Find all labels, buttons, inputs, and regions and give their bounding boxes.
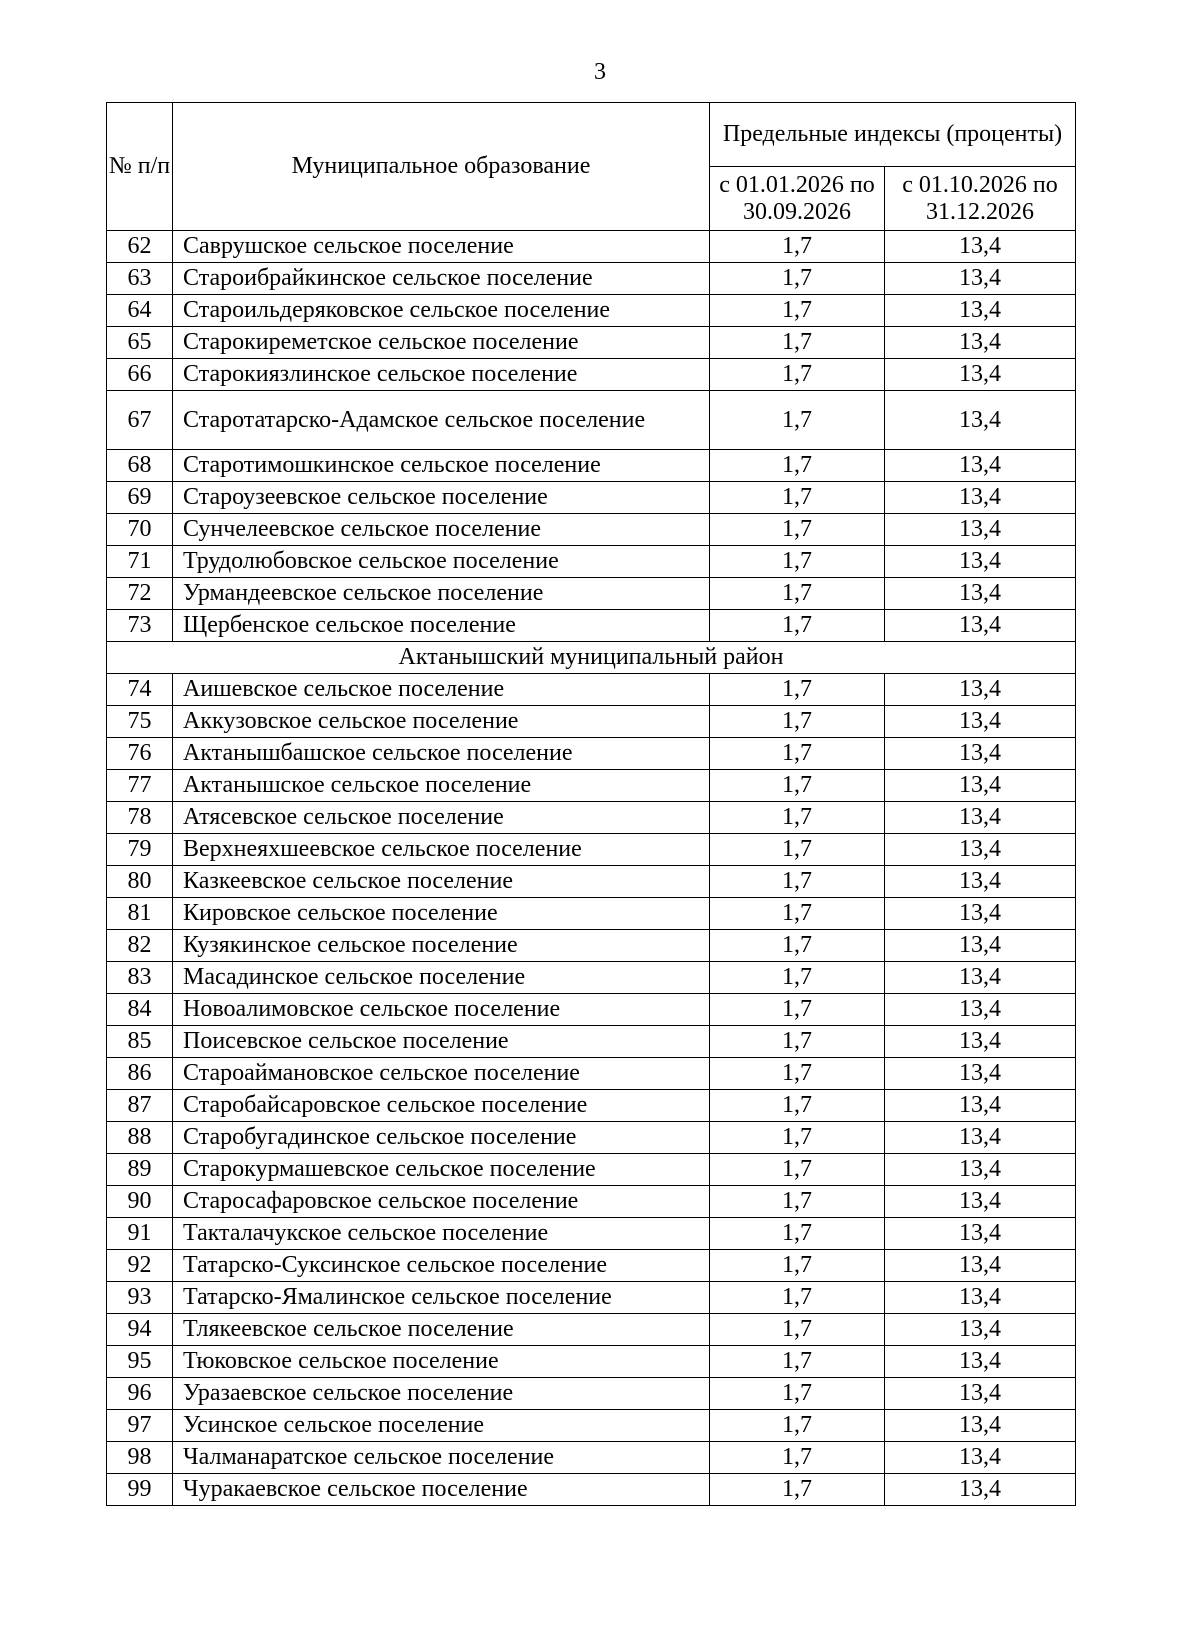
table-row: [107, 674, 1076, 706]
row-number: 88: [107, 1122, 173, 1154]
table-row: [107, 1186, 1076, 1218]
municipality-name: Уразаевское сельское поселение: [173, 1378, 710, 1410]
index-period-1: 1,7: [710, 610, 885, 642]
table-row: [107, 1090, 1076, 1122]
table-row: [107, 610, 1076, 642]
index-period-1: 1,7: [710, 994, 885, 1026]
indices-table: [106, 102, 1076, 1506]
index-period-2: 13,4: [885, 706, 1076, 738]
municipality-name: Усинское сельское поселение: [173, 1410, 710, 1442]
header-num: № п/п: [107, 103, 173, 231]
index-period-1: 1,7: [710, 1218, 885, 1250]
table-row: [107, 1442, 1076, 1474]
municipality-name: Урмандеевское сельское поселение: [173, 578, 710, 610]
municipality-name: Поисевское сельское поселение: [173, 1026, 710, 1058]
table-row: [107, 994, 1076, 1026]
index-period-2: 13,4: [885, 450, 1076, 482]
table-row: [107, 834, 1076, 866]
table-row: [107, 802, 1076, 834]
row-number: 72: [107, 578, 173, 610]
index-period-1: 1,7: [710, 706, 885, 738]
index-period-1: 1,7: [710, 930, 885, 962]
table-row: [107, 1250, 1076, 1282]
row-number: 71: [107, 546, 173, 578]
index-period-2: 13,4: [885, 1346, 1076, 1378]
table-row: [107, 962, 1076, 994]
municipality-name: Аккузовское сельское поселение: [173, 706, 710, 738]
index-period-2: 13,4: [885, 359, 1076, 391]
index-period-2: 13,4: [885, 391, 1076, 450]
table-row: [107, 514, 1076, 546]
row-number: 64: [107, 295, 173, 327]
index-period-1: 1,7: [710, 1090, 885, 1122]
municipality-name: Староаймановское сельское поселение: [173, 1058, 710, 1090]
table-row: [107, 263, 1076, 295]
index-period-1: 1,7: [710, 482, 885, 514]
table-body-part2: [107, 674, 1076, 1506]
index-period-1: 1,7: [710, 866, 885, 898]
index-period-1: 1,7: [710, 1410, 885, 1442]
municipality-name: Актанышское сельское поселение: [173, 770, 710, 802]
table-row: [107, 1154, 1076, 1186]
row-number: 94: [107, 1314, 173, 1346]
row-number: 93: [107, 1282, 173, 1314]
table-row: [107, 930, 1076, 962]
municipality-name: Чуракаевское сельское поселение: [173, 1474, 710, 1506]
table-row: [107, 738, 1076, 770]
municipality-name: Старокиреметское сельское поселение: [173, 327, 710, 359]
index-period-2: 13,4: [885, 263, 1076, 295]
index-period-1: 1,7: [710, 1154, 885, 1186]
table-row: [107, 450, 1076, 482]
index-period-1: 1,7: [710, 802, 885, 834]
table-row: [107, 482, 1076, 514]
municipality-name: Трудолюбовское сельское поселение: [173, 546, 710, 578]
municipality-name: Аишевское сельское поселение: [173, 674, 710, 706]
index-period-1: 1,7: [710, 738, 885, 770]
row-number: 77: [107, 770, 173, 802]
municipality-name: Кировское сельское поселение: [173, 898, 710, 930]
index-period-2: 13,4: [885, 1058, 1076, 1090]
index-period-2: 13,4: [885, 1442, 1076, 1474]
municipality-name: Казкеевское сельское поселение: [173, 866, 710, 898]
index-period-1: 1,7: [710, 1442, 885, 1474]
index-period-1: 1,7: [710, 1474, 885, 1506]
index-period-2: 13,4: [885, 1250, 1076, 1282]
table-row: [107, 1218, 1076, 1250]
index-period-2: 13,4: [885, 1218, 1076, 1250]
index-period-1: 1,7: [710, 295, 885, 327]
row-number: 78: [107, 802, 173, 834]
index-period-1: 1,7: [710, 1346, 885, 1378]
municipality-name: Староузеевское сельское поселение: [173, 482, 710, 514]
table-row: [107, 866, 1076, 898]
index-period-2: 13,4: [885, 898, 1076, 930]
index-period-1: 1,7: [710, 578, 885, 610]
municipality-name: Актанышбашское сельское поселение: [173, 738, 710, 770]
table-row: [107, 1122, 1076, 1154]
municipality-name: Тюковское сельское поселение: [173, 1346, 710, 1378]
index-period-1: 1,7: [710, 391, 885, 450]
index-period-2: 13,4: [885, 327, 1076, 359]
table-row: [107, 1474, 1076, 1506]
section-row: [107, 642, 1076, 674]
row-number: 82: [107, 930, 173, 962]
table-row: [107, 359, 1076, 391]
index-period-2: 13,4: [885, 738, 1076, 770]
index-period-1: 1,7: [710, 1282, 885, 1314]
row-number: 79: [107, 834, 173, 866]
row-number: 83: [107, 962, 173, 994]
row-number: 91: [107, 1218, 173, 1250]
index-period-1: 1,7: [710, 263, 885, 295]
table-row: [107, 327, 1076, 359]
index-period-2: 13,4: [885, 578, 1076, 610]
table-row: [107, 706, 1076, 738]
index-period-2: 13,4: [885, 1090, 1076, 1122]
row-number: 86: [107, 1058, 173, 1090]
municipality-name: Тлякеевское сельское поселение: [173, 1314, 710, 1346]
table-row: [107, 295, 1076, 327]
index-period-1: 1,7: [710, 546, 885, 578]
index-period-2: 13,4: [885, 866, 1076, 898]
index-period-2: 13,4: [885, 994, 1076, 1026]
index-period-2: 13,4: [885, 546, 1076, 578]
index-period-2: 13,4: [885, 1474, 1076, 1506]
municipality-name: Чалманаратское сельское поселение: [173, 1442, 710, 1474]
row-number: 89: [107, 1154, 173, 1186]
index-period-2: 13,4: [885, 1282, 1076, 1314]
table-row: [107, 770, 1076, 802]
row-number: 81: [107, 898, 173, 930]
table-row: [107, 1314, 1076, 1346]
municipality-name: Староильдеряковское сельское поселение: [173, 295, 710, 327]
row-number: 65: [107, 327, 173, 359]
index-period-2: 13,4: [885, 295, 1076, 327]
section-body: [107, 642, 1076, 674]
municipality-name: Масадинское сельское поселение: [173, 962, 710, 994]
municipality-name: Кузякинское сельское поселение: [173, 930, 710, 962]
row-number: 92: [107, 1250, 173, 1282]
row-number: 68: [107, 450, 173, 482]
index-period-1: 1,7: [710, 898, 885, 930]
row-number: 75: [107, 706, 173, 738]
row-number: 90: [107, 1186, 173, 1218]
index-period-1: 1,7: [710, 1026, 885, 1058]
index-period-2: 13,4: [885, 1378, 1076, 1410]
index-period-1: 1,7: [710, 327, 885, 359]
row-number: 67: [107, 391, 173, 450]
municipality-name: Новоалимовское сельское поселение: [173, 994, 710, 1026]
index-period-1: 1,7: [710, 1378, 885, 1410]
index-period-2: 13,4: [885, 1026, 1076, 1058]
index-period-1: 1,7: [710, 1314, 885, 1346]
row-number: 85: [107, 1026, 173, 1058]
table-row: [107, 1346, 1076, 1378]
index-period-2: 13,4: [885, 1314, 1076, 1346]
municipality-name: Сунчелеевское сельское поселение: [173, 514, 710, 546]
index-period-1: 1,7: [710, 514, 885, 546]
index-period-2: 13,4: [885, 1186, 1076, 1218]
index-period-2: 13,4: [885, 231, 1076, 263]
row-number: 87: [107, 1090, 173, 1122]
municipality-name: Щербенское сельское поселение: [173, 610, 710, 642]
row-number: 97: [107, 1410, 173, 1442]
index-period-1: 1,7: [710, 1058, 885, 1090]
index-period-1: 1,7: [710, 834, 885, 866]
page-number: 3: [594, 59, 606, 85]
table-row: [107, 546, 1076, 578]
row-number: 95: [107, 1346, 173, 1378]
row-number: 73: [107, 610, 173, 642]
row-number: 84: [107, 994, 173, 1026]
municipality-name: Старотимошкинское сельское поселение: [173, 450, 710, 482]
municipality-name: Старосафаровское сельское поселение: [173, 1186, 710, 1218]
index-period-2: 13,4: [885, 962, 1076, 994]
row-number: 62: [107, 231, 173, 263]
index-period-1: 1,7: [710, 450, 885, 482]
index-period-2: 13,4: [885, 610, 1076, 642]
municipality-name: Старокиязлинское сельское поселение: [173, 359, 710, 391]
row-number: 66: [107, 359, 173, 391]
table-row: [107, 898, 1076, 930]
table-row: [107, 1410, 1076, 1442]
table-row: [107, 391, 1076, 450]
row-number: 80: [107, 866, 173, 898]
table-row: [107, 1058, 1076, 1090]
row-number: 76: [107, 738, 173, 770]
index-period-2: 13,4: [885, 514, 1076, 546]
table-row: [107, 231, 1076, 263]
row-number: 98: [107, 1442, 173, 1474]
header-limit-indices: Предельные индексы (проценты): [710, 103, 1076, 167]
table-row: [107, 1282, 1076, 1314]
index-period-1: 1,7: [710, 962, 885, 994]
index-period-2: 13,4: [885, 834, 1076, 866]
header-period-1: с 01.01.2026 по 30.09.2026: [710, 167, 885, 231]
municipality-name: Старотатарско-Адамское сельское поселение: [173, 391, 710, 450]
row-number: 96: [107, 1378, 173, 1410]
header-municipality: Муниципальное образование: [173, 103, 710, 231]
index-period-2: 13,4: [885, 674, 1076, 706]
municipality-name: Верхнеяхшеевское сельское поселение: [173, 834, 710, 866]
index-period-2: 13,4: [885, 802, 1076, 834]
municipality-name: Старобугадинское сельское поселение: [173, 1122, 710, 1154]
index-period-1: 1,7: [710, 770, 885, 802]
index-period-2: 13,4: [885, 1122, 1076, 1154]
row-number: 69: [107, 482, 173, 514]
municipality-name: Старобайсаровское сельское поселение: [173, 1090, 710, 1122]
municipality-name: Саврушское сельское поселение: [173, 231, 710, 263]
index-period-2: 13,4: [885, 1410, 1076, 1442]
municipality-name: Такталачукское сельское поселение: [173, 1218, 710, 1250]
municipality-name: Атясевское сельское поселение: [173, 802, 710, 834]
table-row: [107, 578, 1076, 610]
row-number: 99: [107, 1474, 173, 1506]
table-row: [107, 1378, 1076, 1410]
row-number: 74: [107, 674, 173, 706]
index-period-1: 1,7: [710, 674, 885, 706]
municipality-name: Староибрайкинское сельское поселение: [173, 263, 710, 295]
row-number: 63: [107, 263, 173, 295]
index-period-2: 13,4: [885, 482, 1076, 514]
index-period-2: 13,4: [885, 770, 1076, 802]
section-title: Актанышский муниципальный район: [107, 642, 1076, 674]
municipality-name: Татарско-Ямалинское сельское поселение: [173, 1282, 710, 1314]
municipality-name: Татарско-Суксинское сельское поселение: [173, 1250, 710, 1282]
index-period-1: 1,7: [710, 359, 885, 391]
index-period-1: 1,7: [710, 231, 885, 263]
header-period-2: с 01.10.2026 по 31.12.2026: [885, 167, 1076, 231]
index-period-1: 1,7: [710, 1186, 885, 1218]
index-period-2: 13,4: [885, 930, 1076, 962]
index-period-2: 13,4: [885, 1154, 1076, 1186]
table-header: [107, 103, 1076, 231]
table-body-part1: [107, 231, 1076, 642]
municipality-name: Старокурмашевское сельское поселение: [173, 1154, 710, 1186]
index-period-1: 1,7: [710, 1250, 885, 1282]
index-period-1: 1,7: [710, 1122, 885, 1154]
table-row: [107, 1026, 1076, 1058]
row-number: 70: [107, 514, 173, 546]
